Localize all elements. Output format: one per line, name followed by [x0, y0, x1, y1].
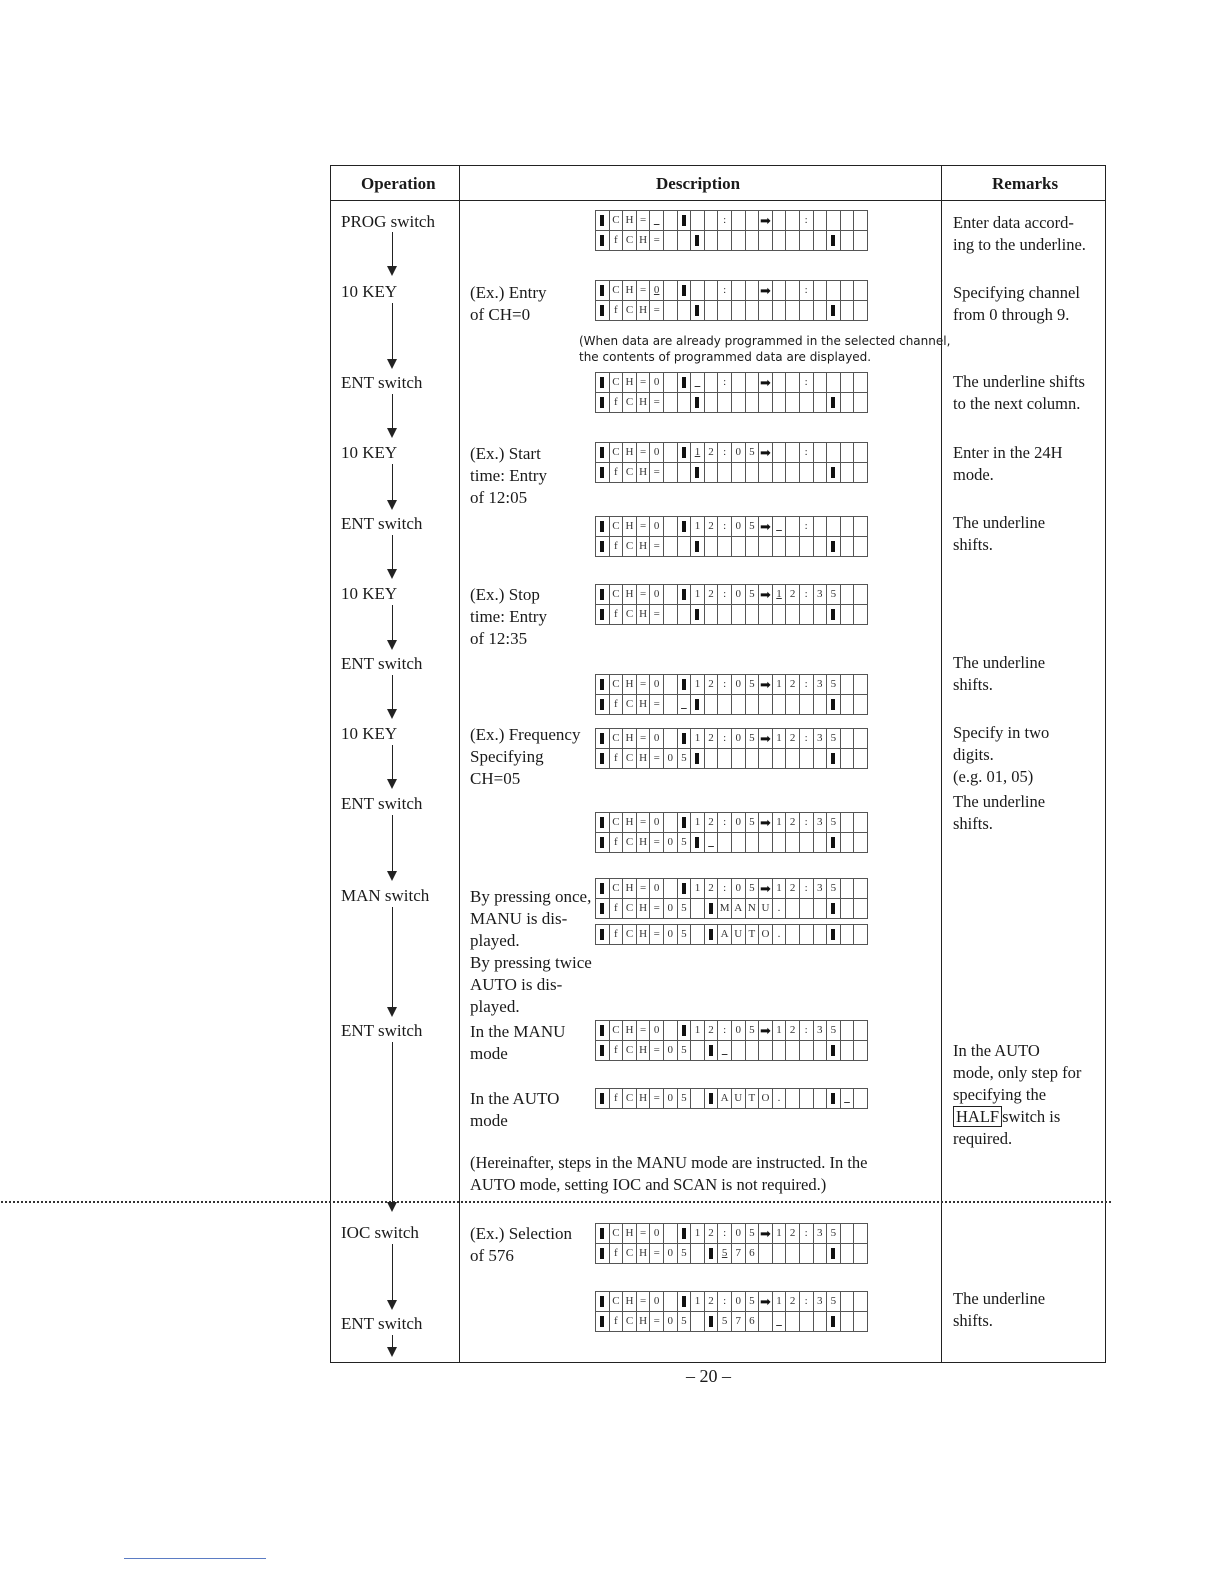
footer-rule [124, 1558, 266, 1559]
desc-manu-mode: In the MANU mode [470, 1022, 566, 1063]
flow-line [392, 605, 393, 642]
header-operation: Operation [361, 174, 436, 193]
remark: Enter data accord- ing to the underline. [953, 213, 1086, 254]
flow-line [392, 394, 393, 430]
op-ent-switch: ENT switch [341, 1314, 423, 1333]
flow-line [392, 1244, 393, 1302]
remark-switch-is: switch is [1002, 1107, 1061, 1126]
down-arrow-icon [387, 871, 397, 881]
down-arrow-icon [387, 640, 397, 650]
header-divider [331, 200, 1105, 201]
flow-line [392, 907, 393, 1009]
remark: Specify in two digits. (e.g. 01, 05) [953, 723, 1050, 786]
remark: The underline shifts to the next column. [953, 372, 1085, 413]
lcd-display: C H = 0 1 2 : 0 5 ➡ 1 2 : 3 5 f C H = 0 5 _ [595, 1020, 868, 1061]
header-description: Description [656, 174, 741, 193]
lcd-display: C H = 0 1 2 : 0 5 ➡ 1 2 : 3 5 f C H = 0 5 5 7 6 _ [595, 1291, 868, 1332]
flow-line [392, 464, 393, 502]
lcd-display: C H = 0 1 2 : 0 5 ➡ 1 2 : 3 5 f C H = 0 5 5 7 6 [595, 1223, 868, 1264]
op-ent-switch: ENT switch [341, 794, 423, 813]
desc-man-switch: By pressing once, MANU is dis- played. By pressing twice AUTO is dis- played. [470, 887, 592, 1016]
lcd-display: C H = 0 1 2 : 0 5 ➡ 1 2 : 3 5 f C H = _ [595, 674, 868, 715]
remark: Specifying channel from 0 through 9. [953, 283, 1080, 324]
flow-line [392, 745, 393, 781]
lcd-display: C H = 0 : ➡ : f C H = [595, 280, 868, 321]
flow-line [392, 1042, 393, 1210]
down-arrow-icon [387, 359, 397, 369]
instruction-table [330, 165, 1106, 1363]
lcd-display: f C H = 0 5 A U T O . [595, 924, 868, 945]
desc-entry-ch0: (Ex.) Entry of CH=0 [470, 283, 547, 324]
remark: Enter in the 24H mode. [953, 443, 1063, 484]
lcd-display: C H = 0 1 2 : 0 5 ➡ : f C H = [595, 442, 868, 483]
op-10-key: 10 KEY [341, 724, 398, 743]
lcd-display: C H = 0 1 2 : 0 5 ➡ 1 2 : 3 5 f C H = [595, 584, 868, 625]
down-arrow-icon [387, 1300, 397, 1310]
remark-auto-mode [953, 1018, 1103, 1150]
lcd-display: C H = 0 1 2 : 0 5 ➡ 1 2 : 3 5 f C H = 0 5 _ [595, 812, 868, 853]
op-ent-switch: ENT switch [341, 1021, 423, 1040]
down-arrow-icon [387, 569, 397, 579]
header-remarks: Remarks [992, 174, 1059, 193]
down-arrow-icon [387, 709, 397, 719]
down-arrow-icon [387, 500, 397, 510]
desc-ioc-selection: (Ex.) Selection of 576 [470, 1224, 572, 1265]
down-arrow-icon [387, 428, 397, 438]
flow-line [392, 232, 393, 268]
remark: The underline shifts. [953, 1289, 1046, 1330]
op-ent-switch: ENT switch [341, 654, 423, 673]
op-10-key: 10 KEY [341, 584, 398, 603]
op-ent-switch: ENT switch [341, 373, 423, 392]
remark: The underline shifts. [953, 792, 1046, 833]
half-switch-key: HALF [953, 1106, 1002, 1127]
down-arrow-icon [387, 1202, 397, 1212]
remark: The underline shifts. [953, 513, 1046, 554]
flow-line [392, 815, 393, 873]
flow-line [392, 303, 393, 361]
op-10-key: 10 KEY [341, 282, 398, 301]
remark: The underline shifts. [953, 653, 1046, 694]
down-arrow-icon [387, 266, 397, 276]
op-ent-switch: ENT switch [341, 514, 423, 533]
note-programmed-data: (When data are already programmed in the selected channel, the contents of programmed data are displayed. [579, 334, 951, 364]
column-divider [459, 166, 460, 1362]
desc-stop-time: (Ex.) Stop time: Entry of 12:35 [470, 585, 547, 648]
down-arrow-icon [387, 1347, 397, 1357]
op-man-switch: MAN switch [341, 886, 430, 905]
flow-line [392, 675, 393, 711]
lcd-display: C H = 0 _ : ➡ : f C H = [595, 372, 868, 413]
desc-start-time: (Ex.) Start time: Entry of 12:05 [470, 444, 547, 507]
down-arrow-icon [387, 779, 397, 789]
lcd-display: C H = 0 1 2 : 0 5 ➡ 1 2 : 3 5 f C H = 0 5 [595, 728, 868, 769]
down-arrow-icon [387, 1007, 397, 1017]
lcd-display: C H = 0 1 2 : 0 5 ➡ 1 2 : 3 5 f C H = 0 5 M A N U . [595, 878, 868, 919]
desc-auto-mode: In the AUTO mode [470, 1089, 560, 1130]
op-prog-switch: PROG switch [341, 212, 435, 231]
lcd-display: C H = _ : ➡ : f C H = [595, 210, 868, 251]
page-number: – 20 – [686, 1366, 731, 1386]
lcd-display: C H = 0 1 2 : 0 5 ➡ _ : f C H = [595, 516, 868, 557]
remark-required: required. [953, 1129, 1013, 1148]
lcd-display: f C H = 0 5 A U T O . _ [595, 1088, 868, 1109]
remark-auto-text: In the AUTO mode, only step for specifying the [953, 1041, 1082, 1104]
desc-frequency: (Ex.) Frequency Specifying CH=05 [470, 725, 581, 788]
dotted-separator [1, 1201, 1111, 1203]
desc-hereinafter-note: (Hereinafter, steps in the MANU mode are instructed. In the AUTO mode, setting IOC and SCAN is not required.) [470, 1153, 868, 1194]
flow-line [392, 535, 393, 571]
op-10-key: 10 KEY [341, 443, 398, 462]
op-ioc-switch: IOC switch [341, 1223, 419, 1242]
